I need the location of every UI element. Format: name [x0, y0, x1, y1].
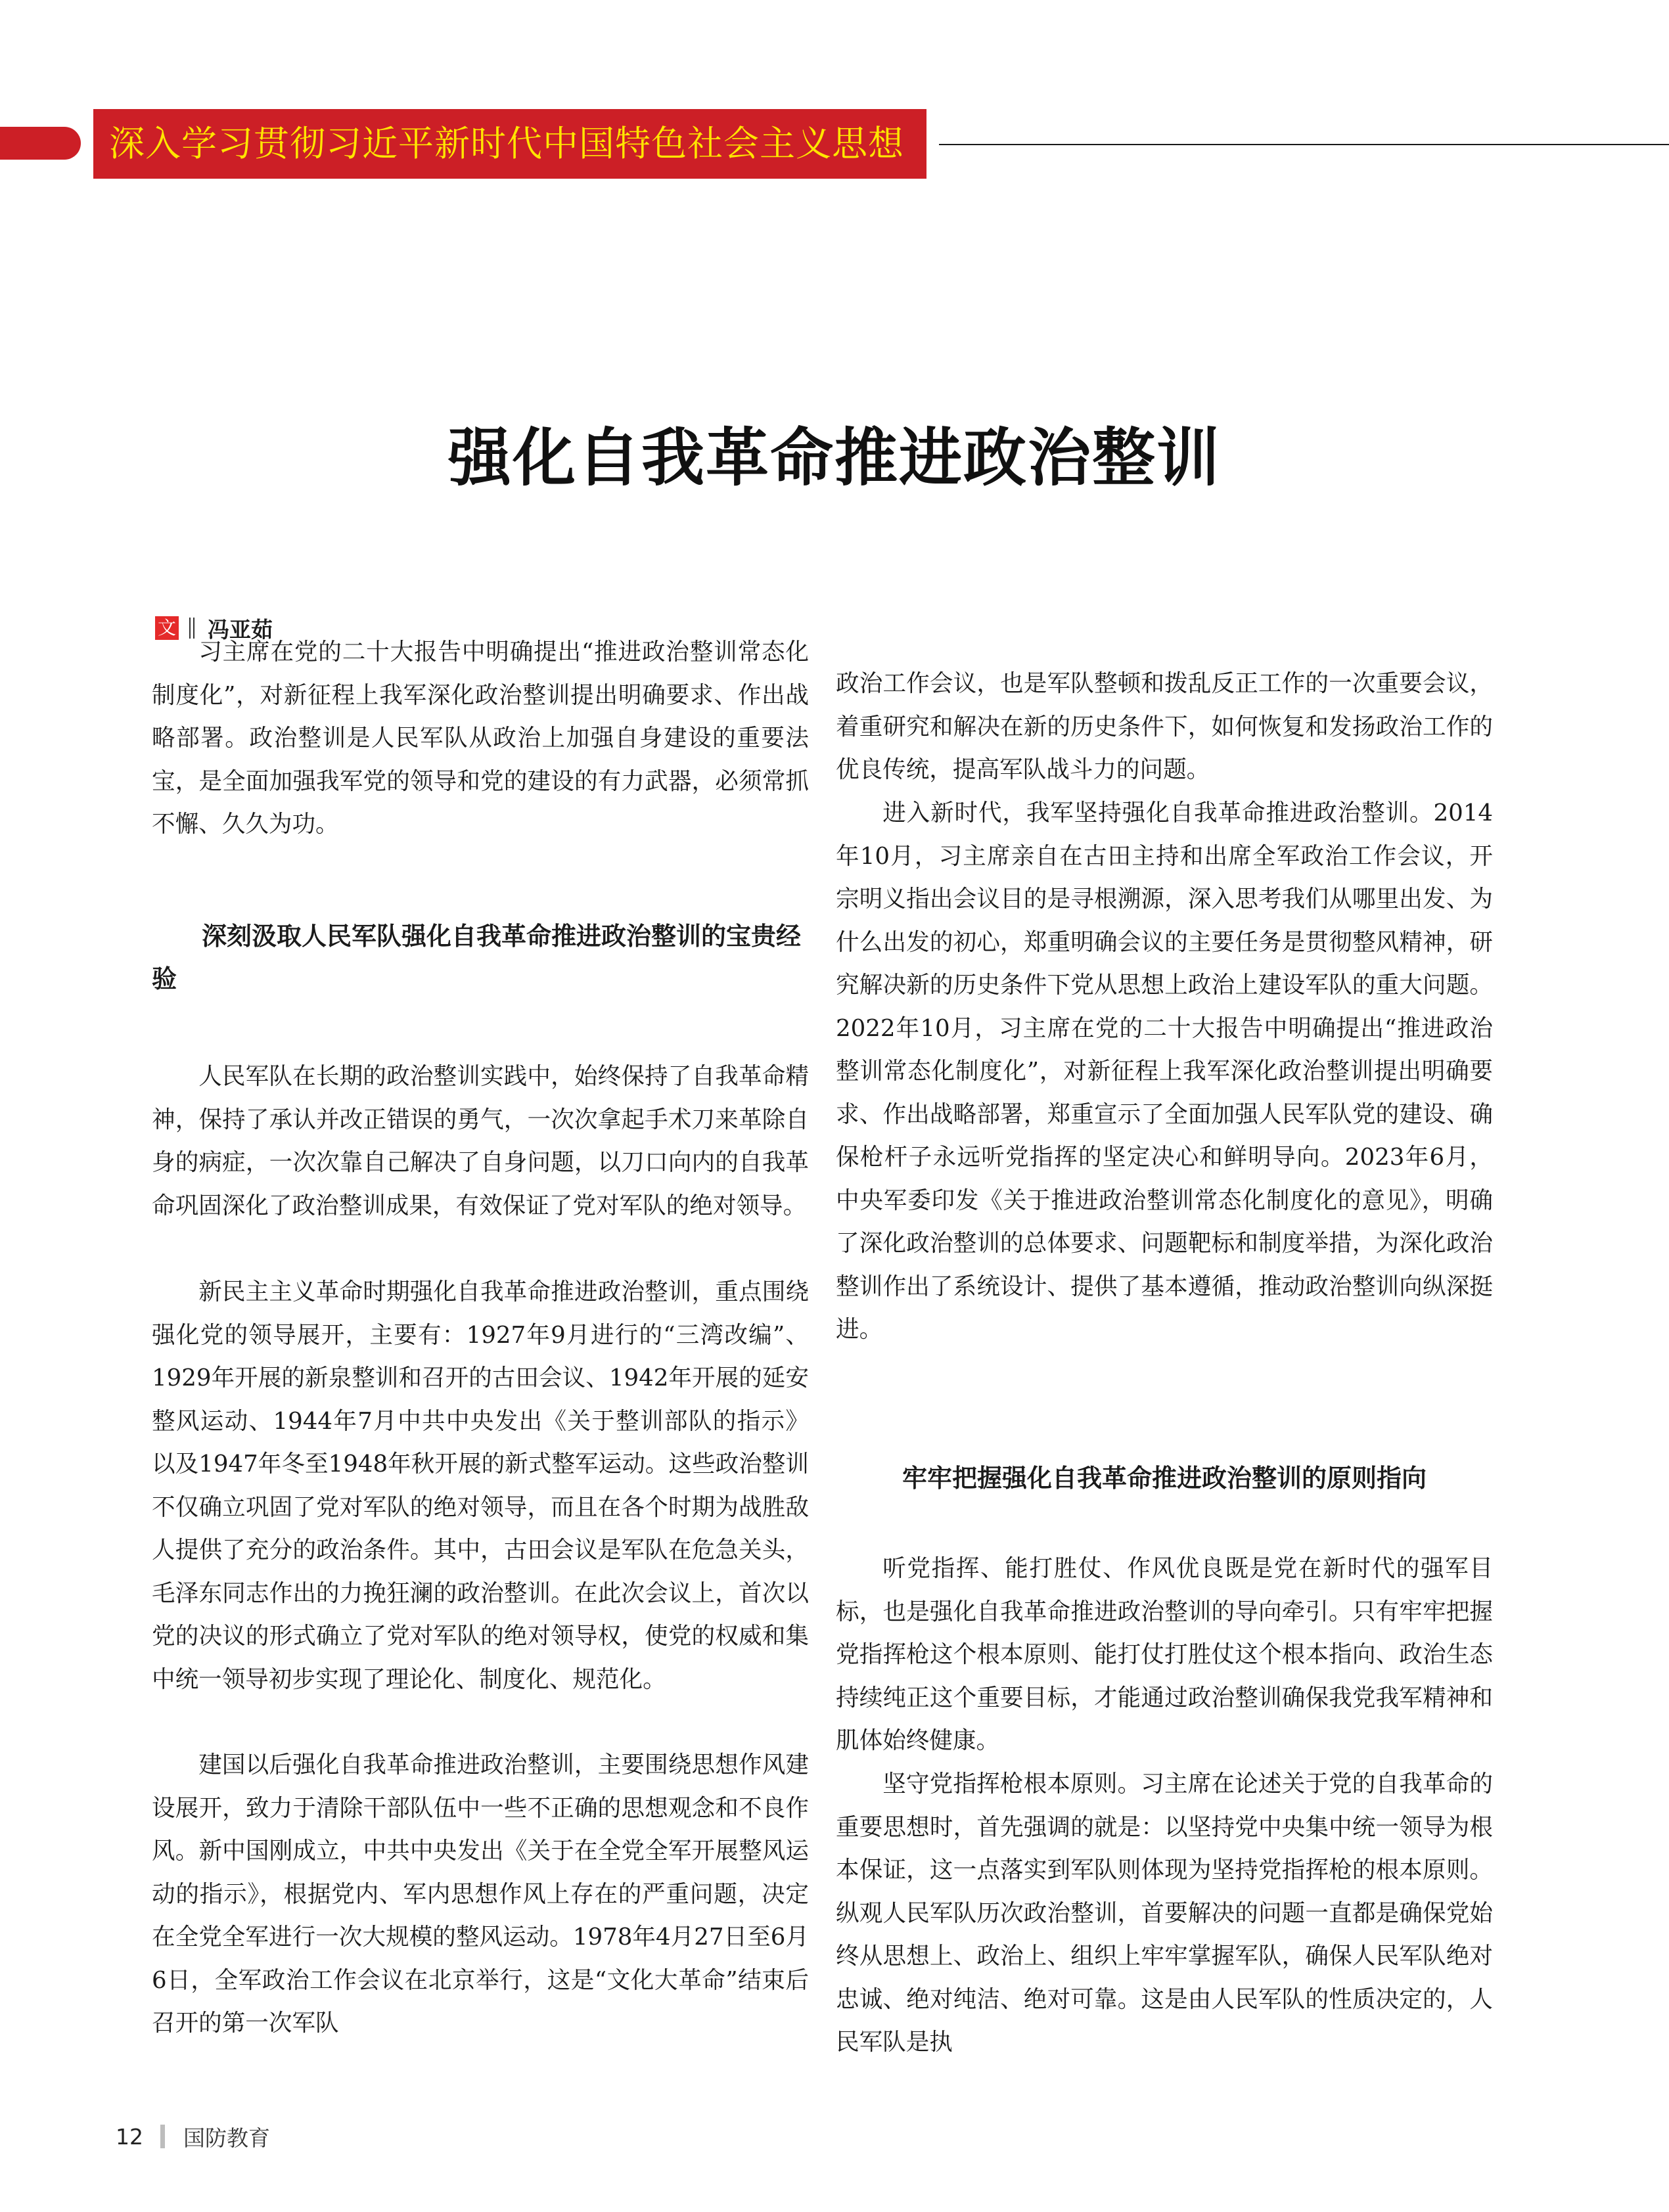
header-tab-marker	[0, 127, 81, 160]
body-paragraph: 进入新时代，我军坚持强化自我革命推进政治整训。2014年10月，习主席亲自在古田主持和出席全军政治工作会议，开宗明义指出会议目的是寻根溯源，深入思考我们从哪里出发、为什么出发的初心，郑重明确会议的主要任务是贯彻整风精神，研究解决新的历史条件下党从思想上政治上建设军队的重大问题。2022年10月，习主席在党的二十大报告中明确提出“推进政治整训常态化制度化”，对新征程上我军深化政治整训提出明确要求、作出战略部署，郑重宣示了全面加强人民军队党的建设、确保枪杆子永远听党指挥的坚定决心和鲜明导向。2023年6月，中央军委印发《关于推进政治整训常态化制度化的意见》，明确了深化政治整训的总体要求、问题靶标和制度举措，为深化政治整训作出了系统设计、提供了基本遵循，推动政治整训向纵深挺进。	[836, 800, 1493, 1343]
article-title: 强化自我革命推进政治整训	[448, 421, 1221, 495]
body-paragraph-continued: 政治工作会议，也是军队整顿和拨乱反正工作的一次重要会议，着重研究和解决在新的历史条件下，如何恢复和发扬政治工作的优良传统，提高军队战斗力的问题。	[836, 670, 1493, 783]
header-rule	[939, 144, 1669, 145]
body-paragraph: 坚守党指挥枪根本原则。习主席在论述关于党的自我革命的重要思想时，首先强调的就是：以坚持党中央集中统一领导为根本保证，这一点落实到军队则体现为坚持党指挥枪的根本原则。纵观人民军队历次政治整训，首要解决的问题一直都是确保党始终从思想上、政治上、组织上牢牢掌握军队，确保人民军队绝对忠诚、绝对纯洁、绝对可靠。这是由人民军队的性质决定的，人民军队是执	[836, 1771, 1493, 2056]
banner-text: 深入学习贯彻习近平新时代中国特色社会主义思想	[109, 123, 904, 164]
section-heading-2: 牢牢把握强化自我革命推进政治整训的原则指向	[902, 1464, 1427, 1493]
page-footer	[116, 2123, 270, 2150]
byline-author: 冯亚茹	[208, 616, 273, 643]
body-paragraph: 听党指挥、能打胜仗、作风优良既是党在新时代的强军目标，也是强化自我革命推进政治整训的导向牵引。只有牢牢把握党指挥枪这个根本原则、能打仗打胜仗这个根本指向、政治生态持续纯正这个重要目标，才能通过政治整训确保我党我军精神和肌体始终健康。	[836, 1555, 1493, 1754]
intro-paragraph: 习主席在党的二十大报告中明确提出“推进政治整训常态化制度化”，对新征程上我军深化政治整训提出明确要求、作出战略部署。政治整训是人民军队从政治上加强自身建设的重要法宝，是全面加强我军党的领导和党的建设的有力武器，必须常抓不懈、久久为功。	[152, 639, 809, 838]
body-paragraph: 建国以后强化自我革命推进政治整训，主要围绕思想作风建设展开，致力于清除干部队伍中一些不正确的思想观念和不良作风。新中国刚成立，中共中央发出《关于在全党全军开展整风运动的指示》，根据党内、军内思想作风上存在的严重问题，决定在全党全军进行一次大规模的整风运动。1978年4月27日至6月6日，全军政治工作会议在北京举行，这是“文化大革命”结束后召开的第一次军队	[152, 1751, 809, 2037]
section-banner	[93, 109, 926, 179]
section-heading-1: 深刻汲取人民军队强化自我革命推进政治整训的宝贵经验	[152, 922, 802, 993]
byline-badge-icon: 文	[155, 616, 179, 640]
magazine-name: 国防教育	[183, 2125, 270, 2151]
body-paragraph: 新民主主义革命时期强化自我革命推进政治整训，重点围绕强化党的领导展开，主要有：1927年9月进行的“三湾改编”、1929年开展的新泉整训和召开的古田会议、1942年开展的延安整风运动、1944年7月中共中央发出《关于整训部队的指示》以及1947年冬至1948年秋开展的新式整军运动。这些政治整训不仅确立巩固了党对军队的绝对领导，而且在各个时期为战胜敌人提供了充分的政治条件。其中，古田会议是军队在危急关头，毛泽东同志作出的力挽狂澜的政治整训。在此次会议上，首次以党的决议的形式确立了党对军队的绝对领导权，使党的权威和集中统一领导初步实现了理论化、制度化、规范化。	[152, 1278, 809, 1693]
footer-divider	[160, 2125, 165, 2148]
page-number: 12	[116, 2123, 143, 2150]
body-paragraph: 人民军队在长期的政治整训实践中，始终保持了自我革命精神，保持了承认并改正错误的勇气，一次次拿起手术刀来革除自身的病症，一次次靠自己解决了自身问题，以刀口向内的自我革命巩固深化了政治整训成果，有效保证了党对军队的绝对领导。	[152, 1063, 809, 1219]
